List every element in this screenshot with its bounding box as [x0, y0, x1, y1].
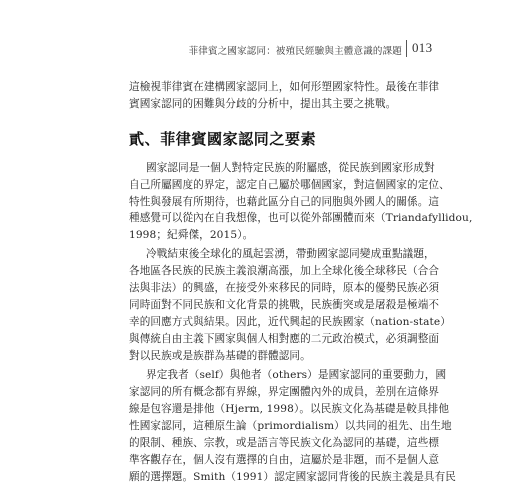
- text-line: 1998；紀舜傑，2015）。: [129, 229, 254, 241]
- text-line: 準客觀存在，個人沒有選擇的自由，這屬於是非題，而不是個人意: [129, 454, 440, 466]
- text-line: 法與非法）的興盛，在接受外來移民的同時，原本的優勢民族必須: [129, 282, 440, 294]
- running-title: 菲律賓之國家認同：被殖民經驗與主體意識的課題: [188, 46, 402, 57]
- text-line: 家認同的所有概念都有界線，界定團體內外的成員，差別在這條界: [129, 386, 440, 398]
- header-divider: [406, 40, 407, 57]
- text-line: 性國家認同，這種原生論（primordialism）以共同的祖先、出生地: [129, 420, 452, 432]
- text-line: 賓國家認同的困難與分歧的分析中，提出其主要之挑戰。: [129, 98, 397, 110]
- text-line: 國家認同是一個人對特定民族的附屬感，從民族到國家形成對: [146, 162, 435, 174]
- text-line: 願的選擇題。Smith（1991）認定國家認同背後的民族主義是具有民: [129, 471, 456, 483]
- text-line: 冷戰結束後全球化的風起雲湧，帶動國家認同變成重點議題，: [146, 248, 435, 260]
- text-line: 與傳統自由主義下國家與個人相對應的二元政治模式，必須調整面: [129, 333, 440, 345]
- text-line: 各地區各民族的民族主義浪潮高漲，加上全球化後全球移民（合合: [129, 265, 440, 277]
- text-line: 對以民族或是族群為基礎的群體認同。: [129, 350, 311, 362]
- text-line: 自己所屬國度的界定，認定自己屬於哪個國家，對這個國家的定位、: [129, 179, 450, 191]
- text-line: 線是包容還是排他（Hjerm, 1998）。以民族文化為基礎是較具排他: [129, 403, 450, 415]
- text-line: 同時面對不同民族和文化背景的挑戰，民族衝突或是屠殺是極端不: [129, 299, 440, 311]
- text-line: 的限制、種族、宗教，或是語言等民族文化為認同的基礎，這些標: [129, 437, 440, 449]
- page-number: 013: [412, 40, 433, 55]
- text-line: 特性與發展有所期待，也藉此區分自己的同胞與外國人的關係。這: [129, 196, 440, 208]
- section-heading: 貳、菲律賓國家認同之要素: [129, 130, 317, 148]
- text-line: 種感覺可以從內在自我想像，也可以從外部團體而來（Triandafyllidou,: [129, 212, 473, 224]
- text-line: 界定我者（self）與他者（others）是國家認同的重要動力，國: [146, 369, 447, 381]
- text-line: 這檢視菲律賓在建構國家認同上，如何形塑國家特性。最後在菲律: [129, 81, 440, 93]
- text-line: 幸的回應方式與結果。因此，近代興起的民族國家（nation-state）: [129, 316, 451, 328]
